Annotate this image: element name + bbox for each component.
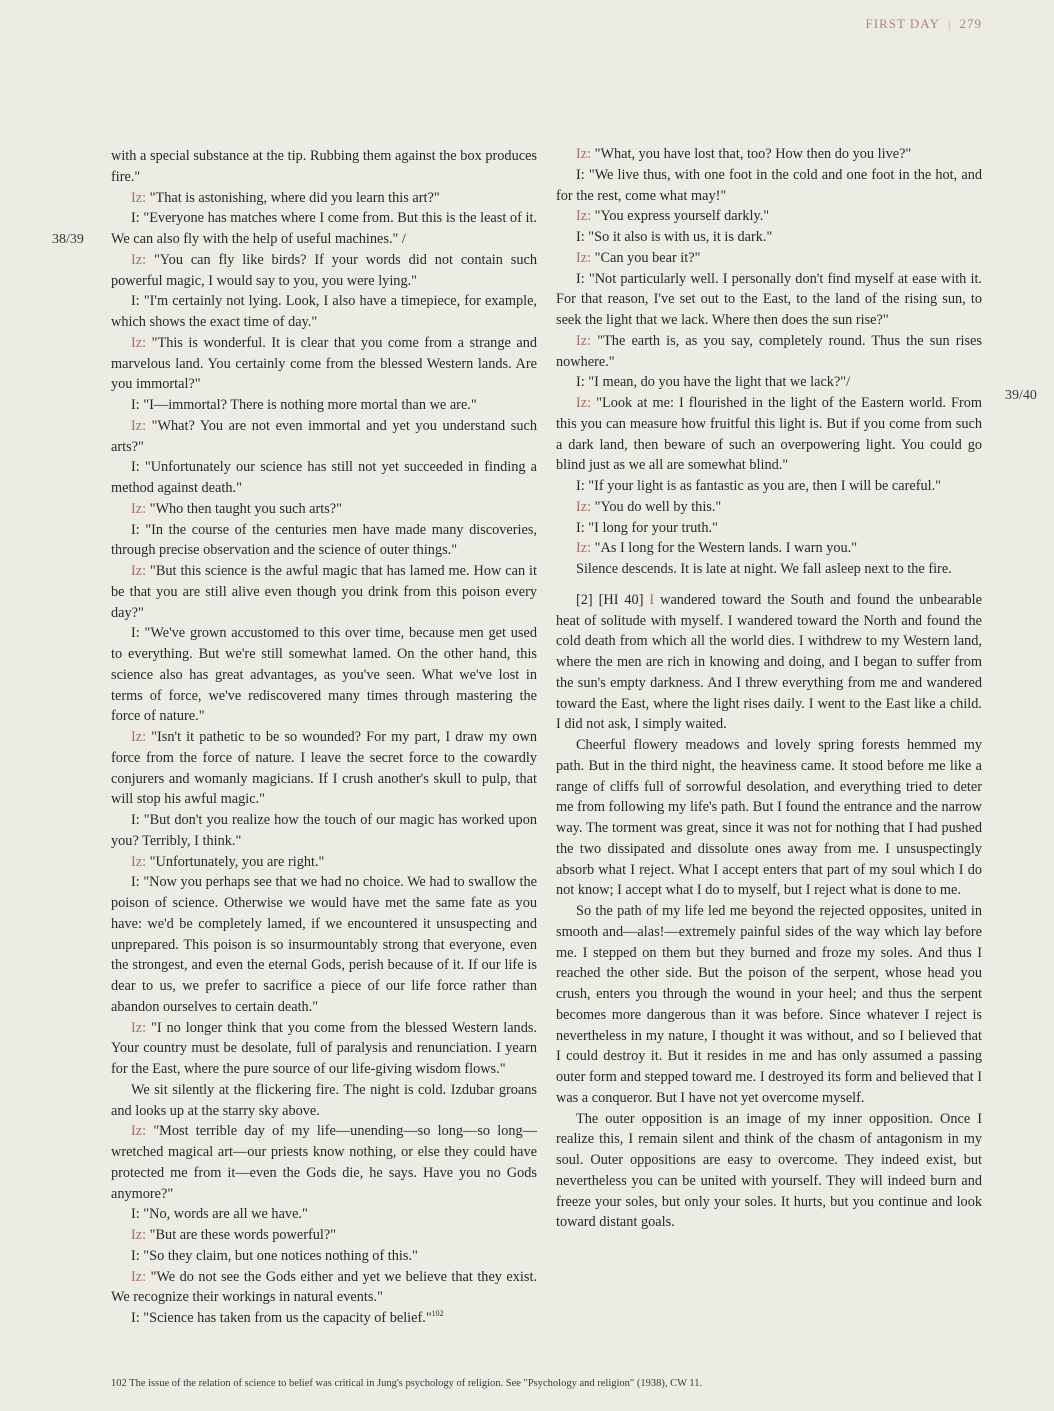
speaker-i: I: [131, 210, 140, 227]
paragraph-text: "Now you perhaps see that we had no choice. We had to swallow the poison of science. Otherwise we would have met the same fate as you have: we'd be completely lamed, if we encountered it unsuspecting and unprepared. This poison is so insurmountably strong that everyone, even the strongest, and even the eternal Gods, perish because of it. If our life is dear to us, we prefer to sacrifice a piece of our life force rather than abandon ourselves to certain death." [111, 874, 537, 1015]
paragraph [556, 518, 982, 539]
speaker-izdubar: Iz: [131, 189, 147, 206]
paragraph-text: The outer opposition is an image of my inner opposition. Once I realize this, I remain silent and think of the chasm of antagonism in my soul. Outer oppositions are easy to overcome. They indeed exist, but nevertheless you can be united with yourself. They will indeed burn and freeze your soles, but only your soles. It hurts, but you continue and look toward distant goals. [556, 1110, 982, 1231]
paragraph-text: "Science has taken from us the capacity of belief." [139, 1310, 432, 1326]
paragraph-text: "Not particularly well. I personally don't find myself at ease with it. For that reason, I've set out to the East, to the land of the rising sun, to seek the light that we lack. Where then does the sun rise?" [556, 270, 982, 328]
footnote-marker[interactable]: 102 [431, 1309, 444, 1319]
speaker-izdubar: Iz: [131, 563, 147, 579]
paragraph [111, 623, 537, 727]
paragraph-text: Cheerful flowery meadows and lovely spring forests hemmed my path. But in the third night, the heaviness came. It stood before me like a range of cliffs full of sorrowful desolation, and everything tried to deter me from following my life's path. But I found the entrance and the narrow way. The torment was great, since it was not for nothing that I had pushed the two dissipated and dissolute ones away from me. I unsuspectingly absorb what I reject. What I accept enters that part of my soul which I do not know; I accept what I do to myself, but I reject what is done to me. [556, 737, 982, 899]
paragraph [111, 1225, 537, 1246]
paragraph [556, 227, 982, 248]
paragraph [556, 1109, 982, 1234]
footnote: 102 The issue of the relation of science to belief was critical in Jung's psychology of religion. See "Psychology and religion" (1938), CW 11. [111, 1378, 703, 1389]
paragraph-text: "Unfortunately our science has still not yet succeeded in finding a method against death." [111, 459, 537, 496]
speaker-izdubar: Iz: [576, 249, 592, 266]
paragraph-text: "But don't you realize how the touch of our magic has worked upon you? Terribly, I think." [111, 812, 537, 849]
speaker-i: I: [131, 293, 140, 310]
paragraph [111, 810, 537, 852]
speaker-i: I: [131, 1206, 140, 1223]
paragraph-text: "I'm certainly not lying. Look, I also have a timepiece, for example, which shows the exact time of day." [111, 293, 537, 330]
paragraph-text: So the path of my life led me beyond the rejected opposites, united in smooth and—alas!—extremely painful sides of the way which lay before me. I stepped on them but they burned and froze my soles. And thus I reached the other side. But the poison of the serpent, whose head you crush, enters you through the wound in your heel; and thus the serpent becomes more dangerous than it was before. Since whatever I reject is nevertheless in my nature, I thought it was without, and so I believed that I could destroy it. But it resides in me and has only assumed a passing outer form and stepped toward me. I destroyed its form and believed that I was a conqueror. But I have not yet overcome myself. [556, 903, 982, 1106]
paragraph-text: "We live thus, with one foot in the cold and one foot in the hot, and for the rest, come what may!" [556, 166, 982, 204]
paragraph [111, 457, 537, 499]
paragraph-text: "I long for your truth." [584, 519, 718, 536]
paragraph [111, 333, 537, 395]
paragraph [111, 416, 537, 458]
text-column-left [111, 146, 537, 1329]
paragraph-text: "But this science is the awful magic that has lamed me. How can it be that you are still alive even though you drink from this poison every day?" [111, 563, 537, 621]
paragraph [556, 393, 982, 476]
paragraph-text: "No, words are all we have." [139, 1206, 308, 1223]
paragraph [111, 1267, 537, 1309]
paragraph-text: "I—immortal? There is nothing more mortal than we are." [139, 397, 477, 413]
speaker-i: I: [131, 1247, 140, 1264]
speaker-izdubar: Iz: [131, 1227, 147, 1243]
speaker-i: I: [576, 374, 585, 391]
running-header [866, 16, 983, 32]
paragraph-text: "Can you bear it?" [591, 249, 701, 266]
paragraph [556, 144, 982, 165]
paragraph [111, 1018, 537, 1080]
speaker-i: I: [131, 459, 140, 476]
paragraph [111, 727, 537, 810]
speaker-izdubar: Iz: [131, 334, 147, 351]
speaker-i: I: [576, 519, 585, 536]
paragraph [111, 520, 537, 562]
speaker-izdubar: Iz: [131, 1123, 147, 1140]
paragraph [111, 1308, 537, 1329]
margin-ref-left: 38/39 [52, 232, 84, 247]
paragraph [111, 146, 537, 188]
paragraph [556, 372, 982, 393]
paragraph-text: "So they claim, but one notices nothing of this." [139, 1247, 418, 1264]
paragraph-text: "We do not see the Gods either and yet we believe that they exist. We recognize their workings in natural events." [111, 1268, 537, 1306]
speaker-i: I: [131, 397, 140, 413]
speaker-izdubar: Iz: [576, 208, 592, 225]
paragraph [111, 1246, 537, 1267]
paragraph [556, 206, 982, 227]
paragraph [111, 1080, 537, 1122]
speaker-izdubar: Iz: [131, 500, 147, 517]
speaker-i: I: [576, 478, 585, 494]
paragraph-text: "What? You are not even immortal and yet you understand such arts?" [111, 417, 537, 455]
paragraph [111, 395, 537, 416]
paragraph-text: "So it also is with us, it is dark." [584, 229, 773, 245]
paragraph-text: "If your light is as fantastic as you are, then I will be careful." [584, 478, 942, 494]
page-number: 279 [959, 16, 982, 31]
paragraph-text: Silence descends. It is late at night. We fall asleep next to the fire. [576, 561, 952, 577]
speaker-izdubar: Iz: [576, 146, 592, 162]
paragraph-text: "That is astonishing, where did you learn this art?" [146, 189, 440, 206]
speaker-izdubar: Iz: [131, 1268, 147, 1285]
speaker-i: I: [131, 1310, 140, 1326]
speaker-i: I: [131, 812, 140, 828]
paragraph [556, 901, 982, 1109]
paragraph-text: "What, you have lost that, too? How then do you live?" [591, 146, 912, 162]
paragraph-text: "I no longer think that you come from the blessed Western lands. Your country must be desolate, full of paralysis and renunciation. I yearn for the East, where the pure source of our life-giving wisdom flows." [111, 1019, 537, 1077]
paragraph [556, 735, 982, 901]
paragraph-text: "But are these words powerful?" [146, 1227, 337, 1243]
paragraph-text: "This is wonderful. It is clear that you come from a strange and marvelous land. You certainly come from the blessed Western lands. Are you immortal?" [111, 334, 537, 393]
paragraph-text: "You do well by this." [591, 498, 722, 515]
speaker-izdubar: Iz: [576, 540, 592, 557]
header-separator: | [947, 16, 952, 31]
paragraph [556, 476, 982, 497]
paragraph [556, 165, 982, 207]
speaker-izdubar: Iz: [131, 417, 147, 434]
paragraph-text: We sit silently at the flickering fire. The night is cold. Izdubar groans and looks up at the starry sky above. [111, 1081, 537, 1119]
paragraph [111, 188, 537, 209]
initial-letter: I [649, 591, 655, 608]
speaker-i: I: [131, 521, 140, 538]
paragraph-text: "Everyone has matches where I come from. But this is the least of it. We can also fly with the help of useful machines." / [111, 210, 537, 247]
paragraph-text: "Look at me: I flourished in the light of the Eastern world. From this you can measure how fruitful this light is. But if you come from such a dark land, then beware of such an overpowering light. You could go blind just as we all are somewhat blind." [556, 395, 982, 474]
paragraph-text: "I mean, do you have the light that we lack?"/ [584, 374, 851, 391]
speaker-i: I: [131, 625, 140, 642]
speaker-izdubar: Iz: [131, 1019, 147, 1036]
speaker-izdubar: Iz: [131, 251, 147, 268]
speaker-izdubar: Iz: [576, 498, 592, 515]
paragraph [111, 1204, 537, 1225]
text-column-right [556, 144, 982, 1233]
speaker-izdubar: Iz: [576, 395, 592, 411]
paragraph [556, 248, 982, 269]
paragraph [111, 208, 537, 250]
speaker-i: I: [576, 166, 585, 183]
speaker-izdubar: Iz: [576, 332, 592, 349]
paragraph [556, 269, 982, 331]
paragraph [111, 1121, 537, 1204]
paragraph-text: "You can fly like birds? If your words did not contain such powerful magic, I would say to you, you were lying." [111, 251, 537, 289]
paragraph-text: "Who then taught you such arts?" [146, 500, 342, 517]
paragraph-text: wandered toward the South and found the unbearable heat of solitude with myself. I wandered toward the North and found the cold death from which all the world dies. I withdrew to my Western land, where the men are rich in knowing and doing, and I began to suffer from the sun's empty darkness. And I threw everything from me and wandered toward the East, where the light rises daily. I went to the East like a child. I did not ask, I simply waited. [556, 591, 982, 733]
paragraph-text: "As I long for the Western lands. I warn you." [591, 540, 858, 557]
paragraph [556, 497, 982, 518]
speaker-i: I: [576, 270, 585, 287]
paragraph [111, 250, 537, 292]
paragraph [556, 590, 982, 735]
paragraph-text: with a special substance at the tip. Rubbing them against the box produces fire." [111, 148, 537, 185]
paragraph-text: "The earth is, as you say, completely round. Thus the sun rises nowhere." [556, 332, 982, 370]
paragraph [556, 538, 982, 559]
paragraph-text: "We've grown accustomed to this over time, because men get used to everything. But we're still somewhat lamed. On the other hand, this science also has great advantages, as you've seen. What we've lost in terms of force, we've rediscovered many times through mastering the force of nature." [111, 625, 537, 725]
margin-ref-right: 39/40 [1005, 388, 1037, 403]
paragraph [111, 499, 537, 520]
paragraph [111, 291, 537, 333]
paragraph-text: "Unfortunately, you are right." [146, 853, 325, 870]
paragraph [111, 852, 537, 873]
paragraph [556, 559, 982, 580]
section-title: FIRST DAY [865, 16, 940, 31]
paragraph-text: "You express yourself darkly." [591, 208, 770, 225]
section-marker: [2] [HI 40] [576, 591, 650, 608]
speaker-i: I: [131, 874, 140, 891]
paragraph-text: "Isn't it pathetic to be so wounded? For my part, I draw my own force from the force of nature. I leave the secret force to the cowardly conjurers and womanly magicians. If I crush another's skull to pulp, that will stop his awful magic." [111, 729, 537, 808]
paragraph-text: "Most terrible day of my life—unending—so long—so long—wretched magical art—our priests know nothing, or else they could have protected me from it—even the Gods die, he says. Have you no Gods anymore?" [111, 1123, 537, 1202]
speaker-izdubar: Iz: [131, 853, 147, 870]
paragraph [111, 561, 537, 623]
paragraph [111, 872, 537, 1017]
paragraph [556, 331, 982, 373]
speaker-izdubar: Iz: [131, 729, 147, 745]
paragraph-text: "In the course of the centuries men have made many discoveries, through precise observation and the science of outer things." [111, 521, 537, 559]
speaker-i: I: [576, 229, 585, 245]
